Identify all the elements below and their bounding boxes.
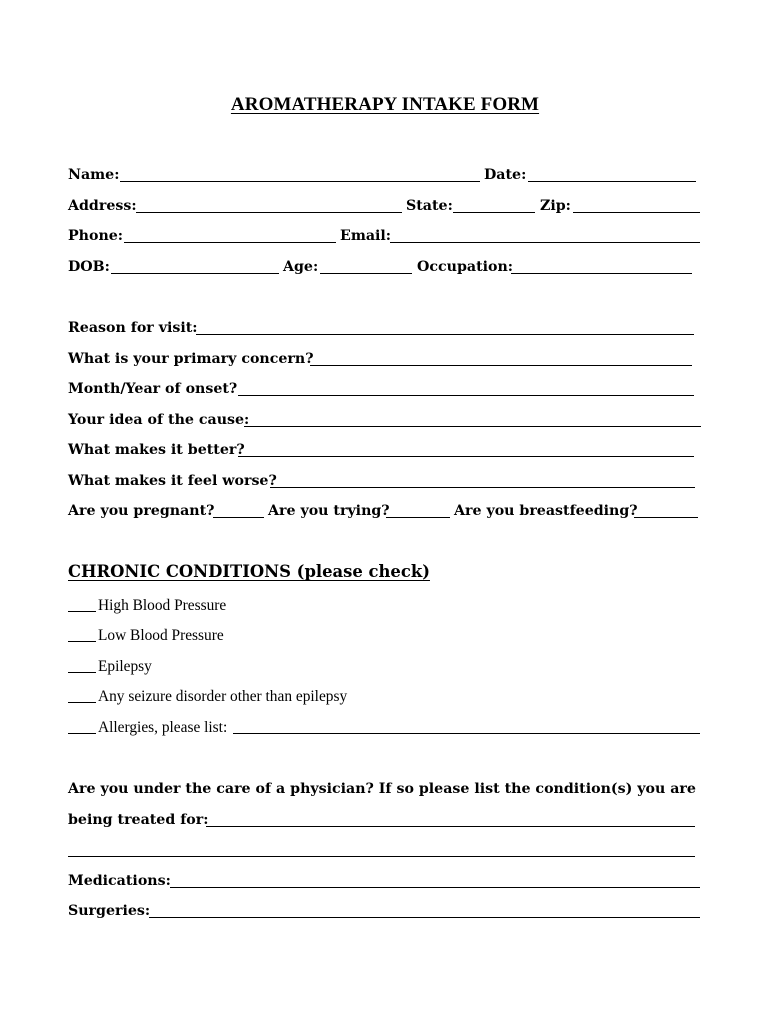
surgeries-field[interactable] [149,917,700,918]
physician-question-row [68,778,708,800]
check-blank[interactable] [68,702,96,703]
chronic-item [68,686,708,708]
cause-row [68,409,708,431]
surgeries-label: Surgeries: [68,903,151,919]
email-field[interactable] [390,242,700,243]
trying-label: Are you trying? [268,503,390,519]
phone-field[interactable] [124,242,336,243]
zip-label: Zip: [540,198,571,214]
worse-row [68,470,708,492]
phone-email-row [68,225,708,247]
chronic-item-label: Any seizure disorder other than epilepsy [98,688,348,705]
address-row [68,195,708,217]
date-field[interactable] [528,181,696,182]
better-label: What makes it better? [68,442,245,458]
check-blank[interactable] [68,672,96,673]
age-label: Age: [283,259,319,275]
reason-field[interactable] [196,334,694,335]
address-label: Address: [68,198,137,214]
address-field[interactable] [136,212,402,213]
occupation-field[interactable] [511,273,692,274]
phone-label: Phone: [68,228,124,244]
dob-label: DOB: [68,259,110,275]
treated-for-label: being treated for: [68,812,209,828]
state-field[interactable] [453,212,535,213]
onset-field[interactable] [238,395,694,396]
reason-row [68,317,708,339]
cause-label: Your idea of the cause: [68,412,250,428]
occupation-label: Occupation: [417,259,514,275]
treated-for-row [68,809,708,831]
medications-row [68,870,708,892]
reason-label: Reason for visit: [68,320,198,336]
chronic-item [68,717,708,739]
dob-row [68,256,708,278]
check-blank[interactable] [68,611,96,612]
check-blank[interactable] [68,733,96,734]
pregnancy-row [68,500,708,522]
chronic-item [68,625,708,647]
breastfeeding-label: Are you breastfeeding? [454,503,638,519]
better-field[interactable] [238,456,694,457]
primary-concern-row [68,348,708,370]
onset-row [68,378,708,400]
trying-field[interactable] [386,517,450,518]
pregnant-field[interactable] [213,517,264,518]
zip-field[interactable] [573,212,700,213]
medications-label: Medications: [68,873,171,889]
surgeries-row [68,900,708,922]
pregnant-label: Are you pregnant? [68,503,215,519]
check-blank[interactable] [68,641,96,642]
chronic-conditions-heading: CHRONIC CONDITIONS (please check) [68,562,430,581]
chronic-item-label: Low Blood Pressure [98,627,224,644]
better-row [68,439,708,461]
email-label: Email: [340,228,392,244]
worse-label: What makes it feel worse? [68,473,277,489]
primary-concern-field[interactable] [310,365,692,366]
state-label: State: [406,198,453,214]
name-label: Name: [68,167,120,183]
dob-field[interactable] [111,273,279,274]
chronic-item [68,656,708,678]
onset-label: Month/Year of onset? [68,381,238,397]
primary-concern-label: What is your primary concern? [68,351,314,367]
age-field[interactable] [320,273,412,274]
form-title: AROMATHERAPY INTAKE FORM [230,94,540,115]
chronic-item-label: Epilepsy [98,658,152,675]
name-field[interactable] [120,181,480,182]
medications-field[interactable] [170,887,700,888]
breastfeeding-field[interactable] [634,517,698,518]
chronic-item-label: Allergies, please list: [98,719,228,736]
chronic-item-label: High Blood Pressure [98,597,227,614]
cause-field[interactable] [244,426,701,427]
treated-for-field[interactable] [206,826,695,827]
worse-field[interactable] [270,487,695,488]
name-date-row [68,164,708,186]
treated-for-extra-line[interactable] [68,856,695,857]
allergies-field[interactable] [233,733,700,734]
chronic-item [68,595,708,617]
date-label: Date: [484,167,527,183]
physician-question: Are you under the care of a physician? If so please list the condition(s) you are [68,781,696,797]
